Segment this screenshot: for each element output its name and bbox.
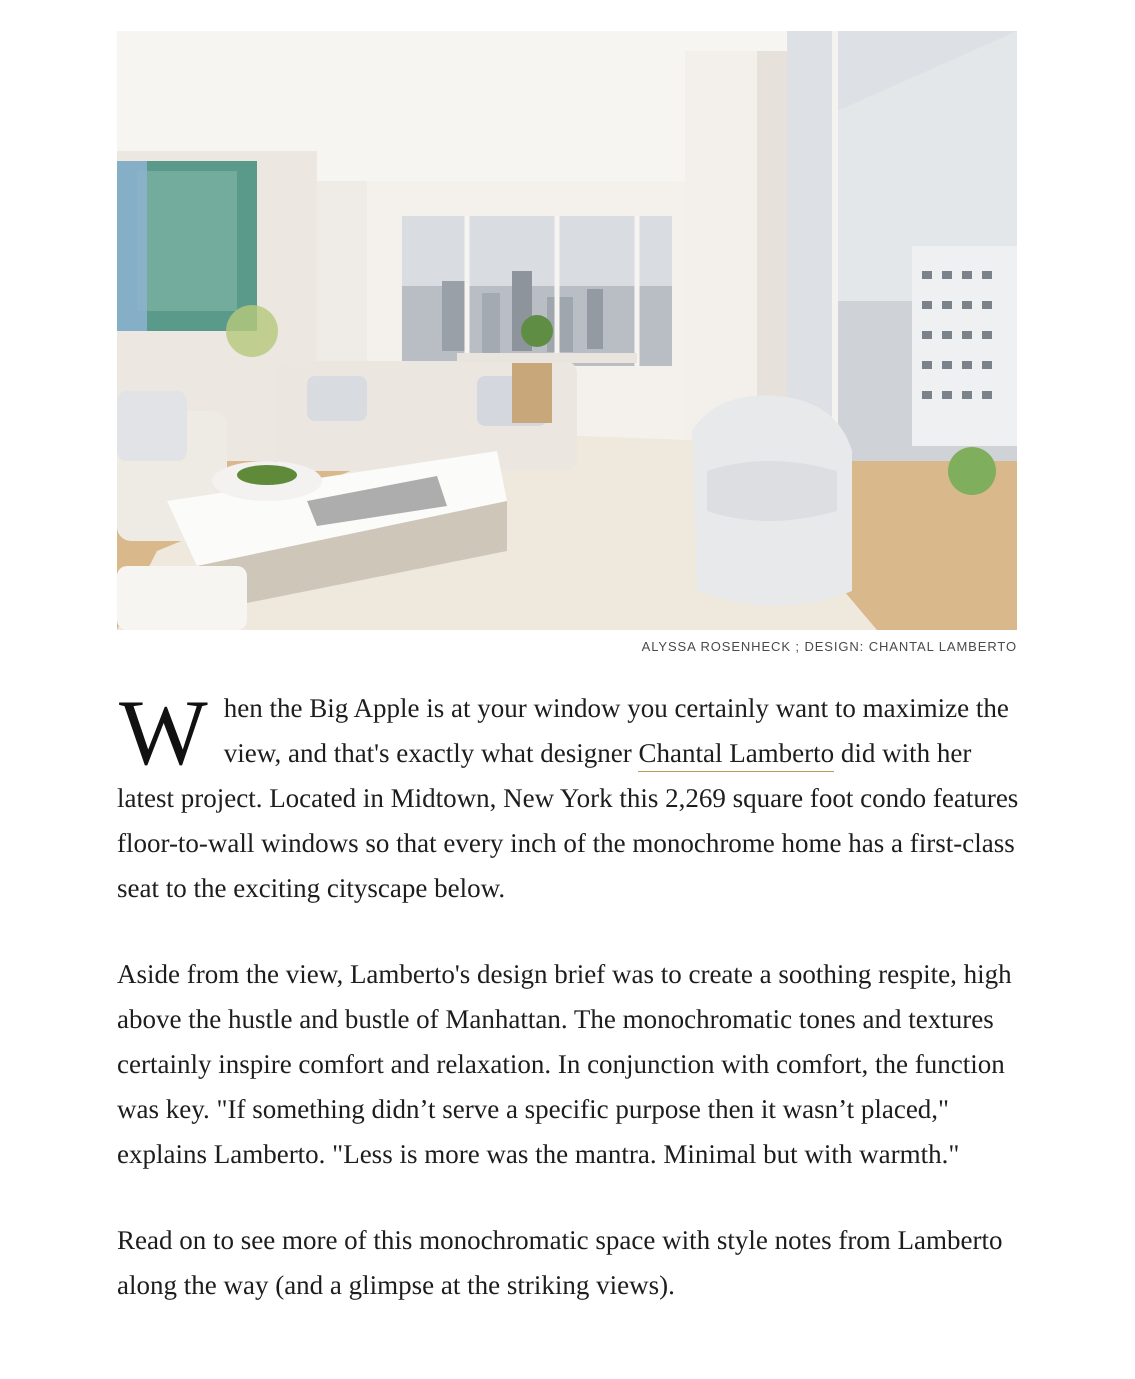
article-body [117, 681, 1019, 1349]
hero-image [117, 31, 1017, 630]
photo-credit: ALYSSA ROSENHECK ; DESIGN: CHANTAL LAMBERTO [641, 639, 1017, 654]
article-paragraph-1 [117, 681, 1019, 911]
article-paragraph-3: Read on to see more of this monochromatic space with style notes from Lamberto along the way (and a glimpse at the striking views). [117, 1225, 1003, 1300]
article-paragraph-2: Aside from the view, Lamberto's design brief was to create a soothing respite, high above the hustle and bustle of Manhattan. The monochromatic tones and textures certainly inspire comfort and relaxation. In conjunction with comfort, the function was key. "If something didn’t serve a specific purpose then it wasn’t placed," explains Lamberto. "Less is more was the mantra. Minimal but with warmth." [117, 959, 1012, 1169]
paragraph-text: did with her latest project. Located in Midtown, New York this 2,269 square foot condo features floor-to-wall windows so that every inch of the monochrome home has a first-class seat to the exciting cityscape below. [117, 738, 1019, 903]
paragraph-text: hen the Big Apple is at your window you certainly want to maximize the view, and that's exactly what designer [223, 693, 1009, 768]
drop-cap: W [119, 681, 208, 785]
designer-link[interactable]: Chantal Lamberto [638, 738, 834, 772]
living-room-photo [117, 31, 1017, 630]
